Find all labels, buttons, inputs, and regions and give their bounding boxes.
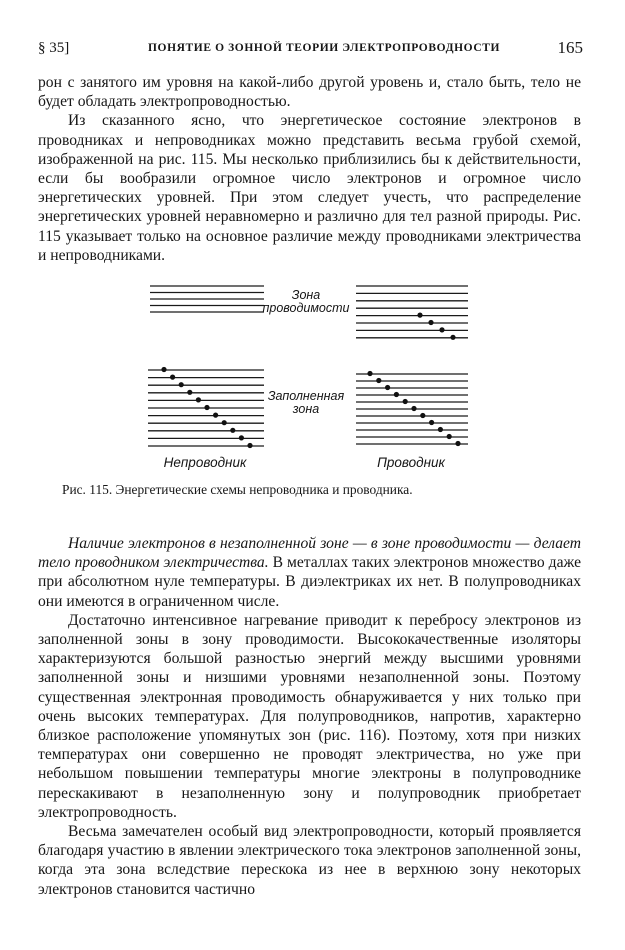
electron-dot [385,385,390,390]
electron-dot [411,406,416,411]
electron-dot [428,320,433,325]
label-conduction-line2: проводимости [262,301,350,315]
electron-dot [179,382,184,387]
electron-dot [170,375,175,380]
paragraph: Достаточно интенсивное нагревание приводит к перебросу электронов из заполненной зоны в зону проводимости. Высококачественные изоляторы характеризуются большой разностью энергий между высшими уровнями заполненной зоны и низшими уровнями незаполненной зоны. Поэтому существенная электронная проводимость обнаруживается у них только при очень высоких температурах. Для полупроводников, напротив, характерно близкое расположение упомянутых зон (рис. 116). Поэтому, хотя при низких температурах они совершенно не проводят электричества, но уже при небольшом повышении температуры многие электроны в полупроводнике перескакивают в незаполненную зону и полупроводник приобретает электропроводность. [38,611,581,821]
page-number: 165 [557,38,583,57]
paragraph: Из сказанного ясно, что энергетическое состояние электронов в проводниках и непроводниках можно представить весьма грубой схемой, изображенной на рис. 115. Мы несколько приблизились бы к действительности, если бы вообразили огромное число электронов и огромное число энергетических уровней. При этом следует учесть, что распределение энергетических уровней неравномерно и различно для тел разной природы. Рис. 115 указывает только на основное различие между проводниками электричества и непроводниками. [38,112,581,264]
electron-dot [439,327,444,332]
electron-dot [438,427,443,432]
paragraph-italic-lead [38,534,581,611]
electron-dot [447,434,452,439]
label-conduction-line1: Зона [291,288,321,302]
electron-dot [239,435,244,440]
label-conduction-zone [260,289,352,315]
figure-115 [38,278,581,508]
label-insulator: Непроводник [163,455,247,470]
body-text-top [38,73,581,265]
figure-caption: Рис. 115. Энергетические схемы непроводника и проводника. [62,482,413,497]
body-text-bottom [38,534,581,899]
paragraph: Весьма замечателен особый вид электропроводности, который проявляется благодаря участию в явлении электрического тока электронов заполненной зоны, когда эта зона вследствие перескока из нее в верхнюю зону некоторых электронов становится частично [38,823,581,898]
electron-dot [450,335,455,340]
electron-dot [187,390,192,395]
electron-dot [230,428,235,433]
paragraph-continuation: рон с занятого им уровня на какой-либо другой уровень и, стало быть, тело не будет обладать электропроводностью. [38,74,581,111]
electron-dot [247,443,252,448]
electron-dot [196,397,201,402]
electron-dot [417,313,422,318]
running-title: ПОНЯТИЕ О ЗОННОЙ ТЕОРИИ ЭЛЕКТРОПРОВОДНОСТИ [148,42,501,54]
running-header [38,38,585,60]
electron-dot [222,420,227,425]
electron-dot [455,441,460,446]
electron-dot [394,392,399,397]
statement-continuation: В металлах таких электронов множество даже при абсолютном нуле температуры. В диэлектриках их нет. В полупроводниках они имеются в ограниченном числе. [38,554,581,610]
section-marker: § 35] [38,40,70,56]
electron-dot [376,378,381,383]
electron-dot [367,371,372,376]
label-filled-line2: зона [292,402,320,416]
label-filled-line1: Заполненная [267,389,345,403]
electron-dot [420,413,425,418]
italic-statement: Наличие электронов в незаполненной зоне — в зоне проводимости — делает тело проводником электричества. [38,535,581,572]
electron-dot [213,413,218,418]
electron-dot [429,420,434,425]
electron-dot [403,399,408,404]
electron-dot [161,367,166,372]
label-filled-zone [260,390,352,416]
label-conductor: Проводник [377,455,445,470]
electron-dot [204,405,209,410]
